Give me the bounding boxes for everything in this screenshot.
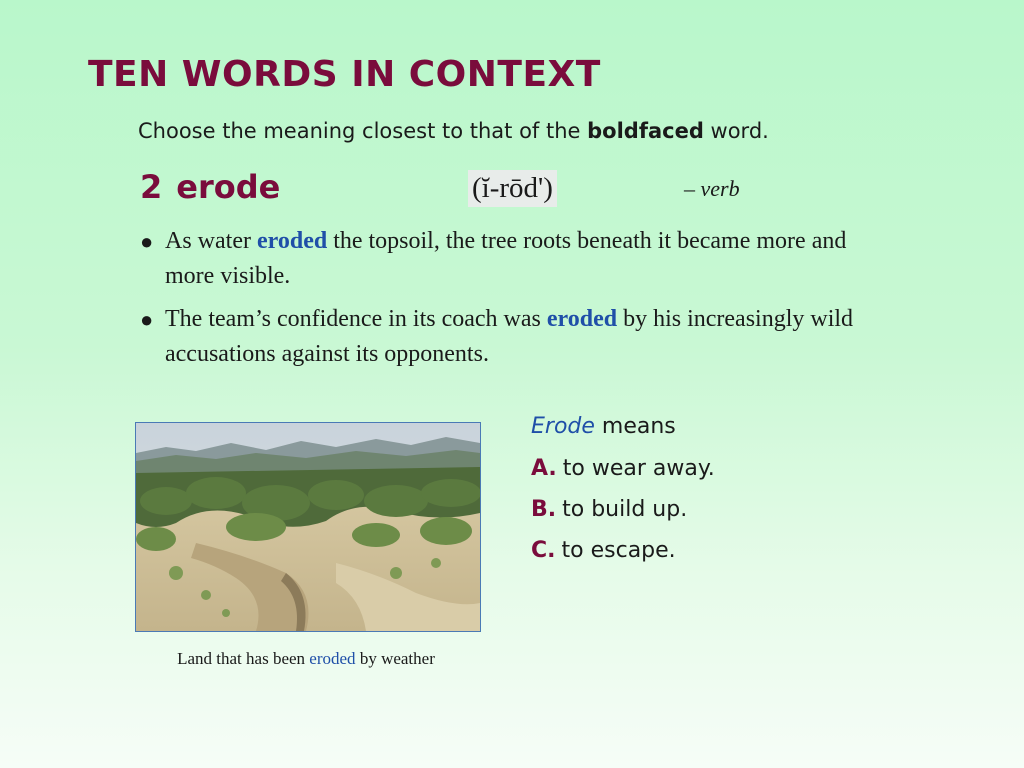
- choice-letter: A.: [531, 456, 557, 481]
- bullet-icon: ●: [140, 307, 154, 332]
- bullet-icon: ●: [140, 229, 154, 254]
- vocab-word: erode: [176, 168, 281, 206]
- caption-highlight: eroded: [309, 649, 356, 668]
- example-sentence-2: [140, 302, 880, 372]
- meaning-label: means: [594, 414, 676, 439]
- caption-text: Land that has been: [177, 649, 310, 668]
- meaning-prompt: [531, 414, 676, 439]
- instructions: [138, 119, 769, 143]
- choice-text: to build up.: [562, 497, 688, 522]
- sentence-text: As water: [165, 228, 257, 254]
- choice-letter: B.: [531, 497, 557, 522]
- example-sentence-1: [140, 224, 880, 294]
- instructions-bold: boldfaced: [587, 119, 704, 143]
- part-of-speech: – verb: [684, 176, 740, 201]
- sentence-text: The team’s confidence in its coach was: [165, 306, 547, 332]
- photo-caption: [136, 649, 476, 669]
- choice-text: to wear away.: [562, 456, 715, 481]
- vocab-heading: [140, 168, 280, 206]
- choice-text: to escape.: [561, 538, 676, 563]
- choice-c[interactable]: [531, 538, 676, 563]
- instructions-text: Choose the meaning closest to that of the: [138, 119, 588, 143]
- choice-letter: C.: [531, 538, 556, 563]
- pronunciation: (ĭ-rōd'): [468, 170, 557, 207]
- sentence-text-tail: the topsoil, the tree roots beneath it became more and more visible.: [165, 228, 847, 289]
- sentence-highlight: eroded: [546, 306, 618, 332]
- sentence-highlight: eroded: [256, 228, 328, 254]
- instructions-tail: word.: [703, 119, 769, 143]
- meaning-word: Erode: [531, 414, 595, 439]
- choice-a[interactable]: [531, 456, 715, 481]
- sentence-text-tail: by his increasingly wild accusations against its opponents.: [165, 306, 854, 367]
- eroded-land-photo: [135, 422, 481, 632]
- choice-b[interactable]: [531, 497, 687, 522]
- caption-text-tail: by weather: [355, 649, 435, 668]
- word-number: 2: [140, 168, 163, 206]
- page-title: TEN WORDS IN CONTEXT: [88, 54, 601, 95]
